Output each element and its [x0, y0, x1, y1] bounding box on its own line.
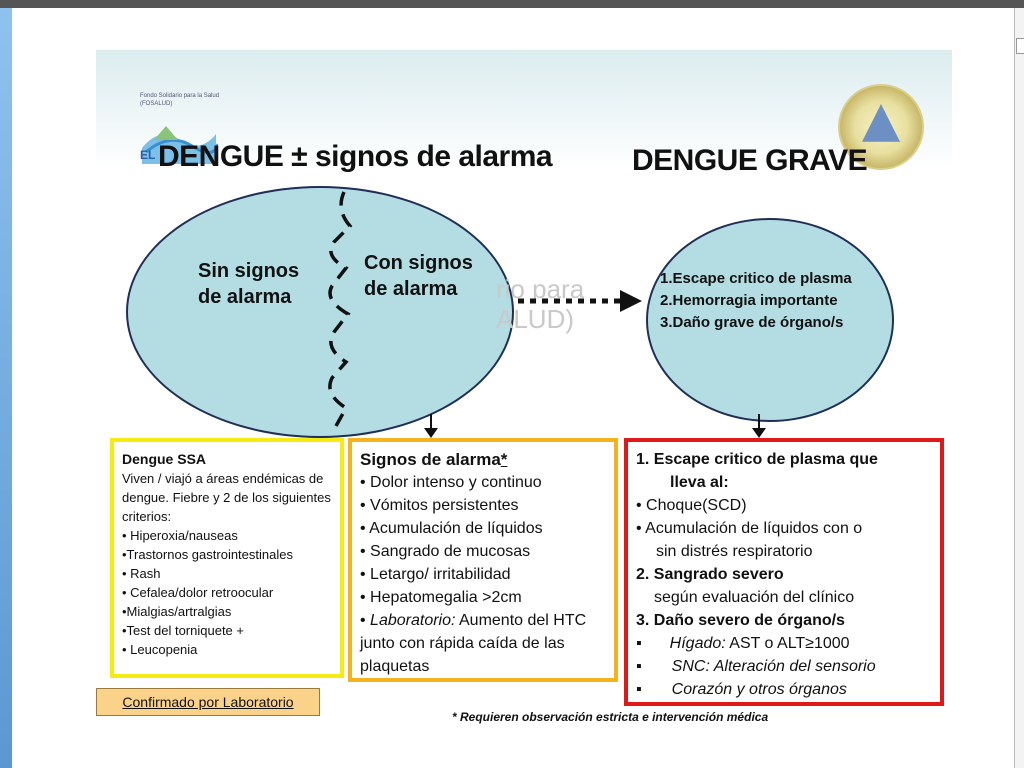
ssa-item: • Cefalea/dolor retroocular — [122, 585, 274, 600]
slide — [96, 50, 952, 740]
document-page — [12, 8, 1015, 768]
logo-text: Fondo Solidario para la Salud (FOSALUD) — [140, 93, 220, 107]
alarma-item: • Dolor intenso y continuo — [360, 474, 542, 491]
window-top-bar — [0, 0, 1024, 8]
scroll-button[interactable] — [1016, 38, 1024, 54]
ssa-item: •Mialgias/artralgias — [122, 604, 232, 619]
grave-item-2-text: según evaluación del clínico — [654, 589, 855, 606]
grave-item-1a: • Choque(SCD) — [636, 497, 747, 514]
grave-item-1-title-cont: lleva al: — [670, 474, 729, 491]
ssa-item: • Hiperoxia/nauseas — [122, 528, 238, 543]
ssa-item: •Trastornos gastrointestinales — [122, 547, 293, 562]
ssa-item: • Rash — [122, 566, 161, 581]
alarma-item: • Hepatomegalia >2cm — [360, 589, 522, 606]
alarma-item: • Letargo/ irritabilidad — [360, 566, 511, 583]
con-signos-label: Con signos de alarma — [364, 252, 473, 300]
grave-criteria-list: 1.Escape critico de plasma 2.Hemorragia importante 3.Daño grave de órgano/s — [660, 270, 852, 331]
alarma-item: • Vómitos persistentes — [360, 497, 519, 514]
alarma-item: • Acumulación de líquidos — [360, 520, 543, 537]
grave-item-1b: • Acumulación de líquidos con o — [636, 520, 863, 537]
ssa-item: • Leucopenia — [122, 642, 198, 657]
arrowhead-alarma — [424, 428, 438, 438]
grave-item-1b-cont: sin distrés respiratorio — [656, 543, 813, 560]
grave-item-3b: ▪ SNC: Alteración del sensorio — [636, 658, 876, 675]
ssa-item: •Test del torniquete + — [122, 623, 244, 638]
dotted-arrow — [516, 286, 644, 316]
desktop-left-strip — [0, 8, 12, 768]
title-dengue-alarma: DENGUE ± signos de alarma — [158, 140, 553, 173]
divider-wave — [316, 190, 356, 430]
logo-mark: EL — [140, 148, 156, 162]
title-dengue-grave: DENGUE GRAVE — [632, 144, 868, 177]
confirmado-laboratorio-label: Confirmado por Laboratorio — [96, 688, 320, 716]
sin-signos-label: Sin signos de alarma — [198, 260, 300, 308]
arrowhead-grave — [752, 428, 766, 438]
box-dengue-grave — [624, 438, 944, 706]
watermark-text: rio para ALUD) — [496, 274, 585, 334]
grave-item-3c: ▪ Corazón y otros órganos — [636, 681, 847, 698]
box-dengue-ssa — [110, 438, 344, 678]
alarma-lab-item: • Laboratorio: Aumento del HTC junto con rápida caída de las plaquetas — [360, 612, 587, 675]
grave-item-3-title: 3. Daño severo de órgano/s — [636, 612, 845, 629]
ssa-intro: Viven / viajó a áreas endémicas de dengue. Fiebre y 2 de los siguientes criterios: — [122, 471, 331, 524]
right-side-panel — [1014, 8, 1024, 768]
box-signos-alarma — [348, 438, 618, 682]
grave-item-1-title: 1. Escape critico de plasma que — [636, 451, 878, 468]
alarma-item: • Sangrado de mucosas — [360, 543, 531, 560]
grave-item-3a: ▪ Hígado: AST o ALT≥1000 — [636, 635, 850, 652]
grave-item-2-title: 2. Sangrado severo — [636, 566, 784, 583]
footnote: * Requieren observación estricta e intervención médica — [452, 710, 769, 724]
ssa-title: Dengue SSA — [122, 451, 207, 467]
alarma-title: Signos de alarma* — [360, 450, 508, 469]
